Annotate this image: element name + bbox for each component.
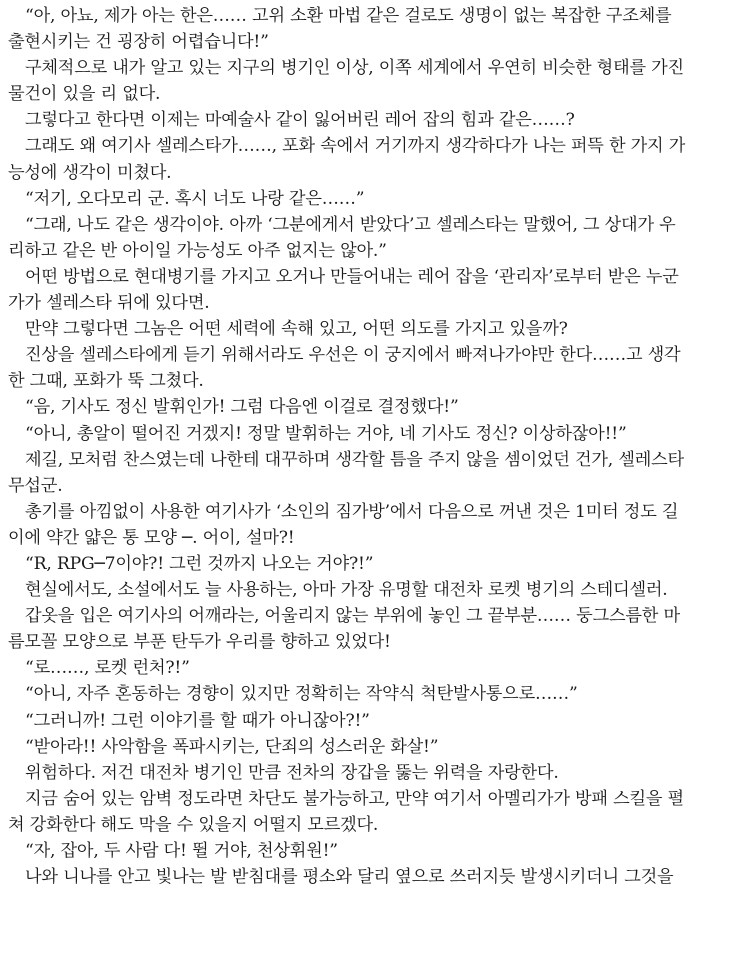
text-line: 위험하다. 저건 대전차 병기인 만큼 전차의 장갑을 뚫는 위력을 자랑한다. [25,762,559,783]
text-line: “그러니까! 그런 이야기를 할 때가 아니잖아?!” [25,710,370,731]
text-line: 만약 그렇다면 그놈은 어떤 세력에 속해 있고, 어떤 의도를 가지고 있을까? [25,319,568,340]
text-line: “저기, 오다모리 군. 혹시 너도 나랑 같은……” [25,188,365,209]
text-line: 능성에 생각이 미쳤다. [8,162,172,183]
text-line: 리하고 같은 반 아이일 가능성도 아주 없지는 않아.” [8,240,387,261]
text-line: “그래, 나도 같은 생각이야. 아까 ‘그분에게서 받았다’고 셀레스타는 말했어, 그 상대가 우 [25,214,676,235]
text-line: 쳐 강화한다 해도 막을 수 있을지 어떨지 모르겠다. [8,814,379,835]
text-line: “음, 기사도 정신 발휘인가! 그럼 다음엔 이걸로 결정했다!” [25,397,459,418]
text-line: 한 그때, 포화가 뚝 그쳤다. [8,371,204,392]
text-line: 총기를 아낌없이 사용한 여기사가 ‘소인의 짐가방’에서 다음으로 꺼낸 것은 1미터 정도 길 [25,501,679,522]
document-body [8,3,732,890]
text-line: 현실에서도, 소설에서도 늘 사용하는, 아마 가장 유명할 대전차 로켓 병기의 스테디셀러. [25,580,668,601]
text-line: “아, 아뇨, 제가 아는 한은…… 고위 소환 마법 같은 걸로도 생명이 없는 복잡한 구조체를 [25,6,672,26]
text-line: “자, 잡아, 두 사람 다! 뛸 거야, 천상휘원!” [25,841,338,861]
text-line: 가가 셀레스타 뒤에 있다면. [8,293,210,314]
text-line: “로……, 로켓 런처?!” [25,658,190,679]
text-line: 그렇다고 한다면 이제는 마예술사 같이 잃어버린 레어 잡의 힘과 같은……? [25,110,575,131]
text-line: 제길, 모처럼 찬스였는데 나한테 대꾸하며 생각할 틈을 주지 않을 셈이었던 건가, 셀레스타 [25,449,684,470]
text-line: 름모꼴 모양으로 부푼 탄두가 우리를 향하고 있었다! [8,632,391,653]
text-line: 지금 숨어 있는 암벽 정도라면 차단도 불가능하고, 만약 여기서 아멜리가가 방패 스킬을 펼 [25,788,684,809]
text-line: 갑옷을 입은 여기사의 어깨라는, 어울리지 않는 부위에 놓인 그 끝부분…… 둥그스름한 마 [25,606,680,627]
text-line: 나와 니나를 안고 빛나는 발 받침대를 평소와 달리 옆으로 쓰러지듯 발생시키더니 그것을 [25,867,674,888]
text-line: “R, RPG─7이야?! 그런 것까지 나오는 거야?!” [25,553,374,574]
text-line: 무섭군. [8,475,63,496]
text-line: 물건이 있을 리 없다. [8,84,161,105]
text-line: “아니, 자주 혼동하는 경향이 있지만 정확히는 작약식 척탄발사통으로……” [25,684,578,705]
text-line: 그래도 왜 여기사 셀레스타가……, 포화 속에서 거기까지 생각하다가 나는 퍼뜩 한 가지 가 [25,136,686,157]
text-line: 출현시키는 건 굉장히 어렵습니다!” [8,32,269,53]
text-line: 이에 약간 얇은 통 모양 ─. 어이, 설마?! [8,527,295,548]
text-line: “아니, 총알이 떨어진 거겠지! 정말 발휘하는 거야, 네 기사도 정신? 이상하잖아!!” [25,423,627,444]
text-line: 진상을 셀레스타에게 듣기 위해서라도 우선은 이 궁지에서 빠져나가야만 한다……고 생각 [25,345,681,366]
text-line: 어떤 방법으로 현대병기를 가지고 오거나 만들어내는 레어 잡을 ‘관리자’로부터 받은 누군 [25,266,679,287]
text-line: “받아라!! 사악함을 폭파시키는, 단죄의 성스러운 화살!” [25,736,439,757]
text-line: 구체적으로 내가 알고 있는 지구의 병기인 이상, 이쪽 세계에서 우연히 비슷한 형태를 가진 [25,58,684,79]
